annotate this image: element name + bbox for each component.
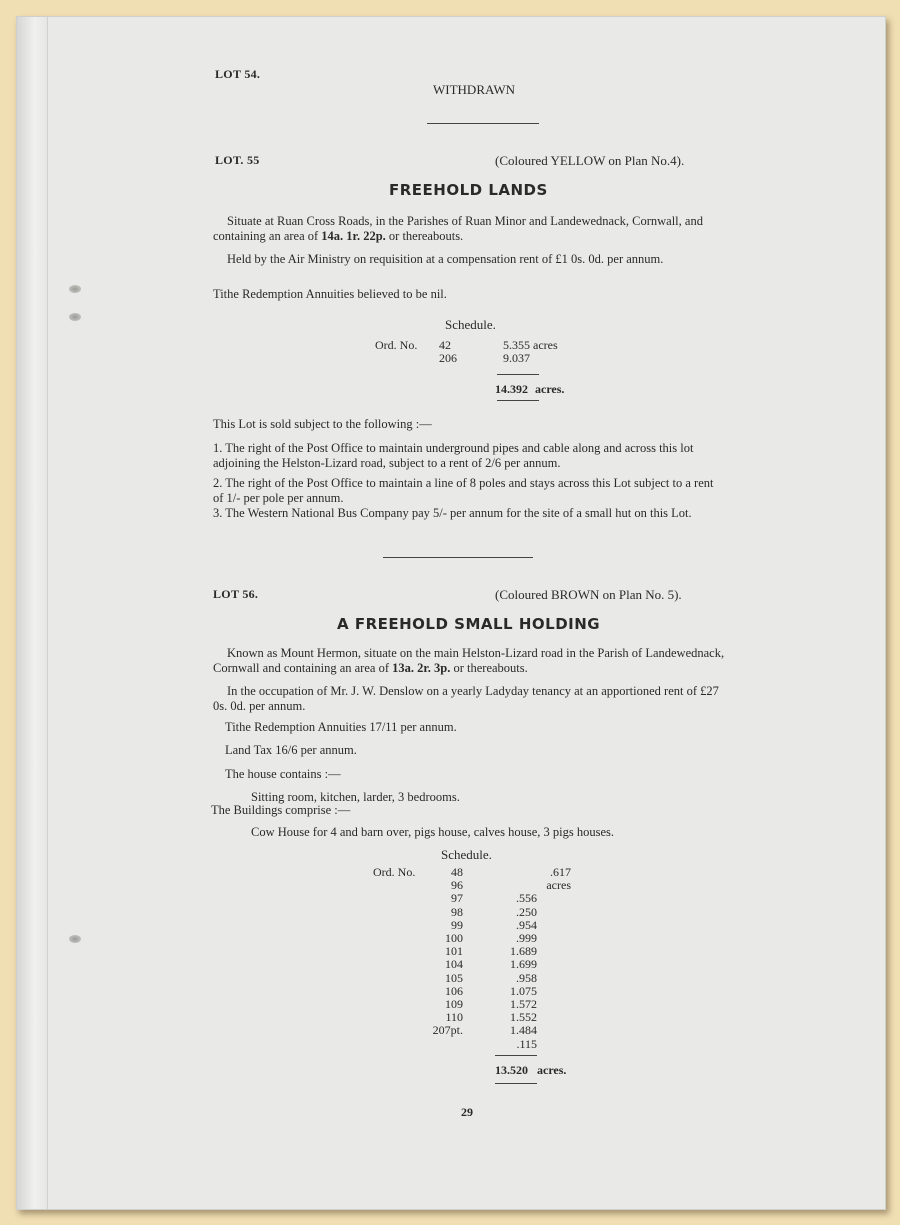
ord-label: Ord. No. — [373, 865, 416, 879]
ord-area: 1.484 — [510, 1023, 537, 1038]
ord-label: Ord. No. — [375, 338, 418, 352]
ord-area: 1.075 — [510, 983, 537, 998]
divider — [427, 123, 539, 124]
lot55-schedule — [375, 339, 595, 369]
lot55-condition-2: 2. The right of the Post Office to maintain a line of 8 poles and stays across this Lot subject to a rent of 1/- per pole per annum. — [213, 476, 714, 505]
lot55-condition-3: 3. The Western National Bus Company pay 5/- per annum for the site of a small hut on this Lot. — [213, 506, 692, 520]
lot55-situation-text: Situate at Ruan Cross Roads, in the Parishes of Ruan Minor and Landewednack, Cornwall, and containing an area of — [213, 214, 703, 243]
lot55-total-unit: acres. — [535, 382, 565, 396]
lot56-buildings-heading: The Buildings comprise :— — [211, 803, 351, 817]
lot55-plan: (Coloured YELLOW on Plan No.4). — [495, 153, 685, 168]
lot56-situation-text: Known as Mount Hermon, situate on the main Helston-Lizard road in the Parish of Landewednack, Cornwall and containing an area of — [213, 646, 725, 675]
ord-number: 109 — [445, 997, 463, 1012]
lot56-total-unit: acres. — [537, 1063, 567, 1077]
lot55-schedule-title: Schedule. — [445, 317, 496, 332]
lot56-total — [495, 1063, 566, 1078]
lot55-area: 14a. 1r. 22p. — [321, 229, 386, 243]
lot55-tithe: Tithe Redemption Annuities believed to be nil. — [213, 287, 447, 301]
ord-area-value: .617 acres — [546, 865, 571, 893]
lot56-area: 13a. 2r. 3p. — [392, 661, 451, 675]
punch-hole — [69, 313, 81, 321]
ord-area — [497, 865, 571, 893]
sum-rule — [495, 1083, 537, 1084]
ord-area: 1.552 — [510, 1010, 537, 1025]
lot55-label: LOT. 55 — [215, 153, 260, 167]
lot56-house-heading: The house contains :— — [225, 767, 341, 781]
sum-rule — [497, 374, 539, 375]
lot55-total — [495, 382, 564, 397]
lot56-house-rooms: Sitting room, kitchen, larder, 3 bedrooms. — [251, 790, 460, 804]
lot55-total-value: 14.392 — [495, 382, 528, 396]
ord-area: .250 — [516, 904, 537, 919]
lot56-title: A FREEHOLD SMALL HOLDING — [337, 615, 601, 633]
ord-area: .999 — [516, 931, 537, 946]
lot55-tenure: Held by the Air Ministry on requisition at a compensation rent of £1 0s. 0d. per annum. — [227, 252, 664, 266]
ord-number: 106 — [445, 983, 463, 998]
ord-number: 110 — [445, 1010, 463, 1025]
ord-area: .115 — [516, 1036, 537, 1051]
ord-number: 100 — [445, 931, 463, 946]
page-spine — [17, 17, 48, 1209]
lot56-situation-end: or thereabouts. — [450, 661, 528, 675]
lot55-condition-1: 1. The right of the Post Office to maintain underground pipes and cable along and across this lot adjoining the Helston-Lizard road, subject to a rent of 2/6 per annum. — [213, 441, 694, 470]
lot56-tithe: Tithe Redemption Annuities 17/11 per annum. — [225, 720, 457, 734]
ord-number: 206 — [439, 351, 457, 365]
ord-number: 105 — [445, 970, 463, 985]
ord-number: 42 — [439, 338, 451, 352]
lot56-plan: (Coloured BROWN on Plan No. 5). — [495, 587, 682, 602]
ord-area: 9.037 — [503, 351, 530, 365]
ord-number: 98 — [451, 904, 463, 919]
lot56-schedule — [373, 865, 613, 1051]
ord-area: 1.572 — [510, 997, 537, 1012]
lot54-status: WITHDRAWN — [433, 82, 515, 97]
ord-number: 207pt. — [432, 1023, 463, 1038]
lot56-situation — [213, 646, 725, 676]
ord-number: 97 — [451, 891, 463, 906]
ord-area-column — [497, 865, 571, 1051]
lot54-label: LOT 54. — [215, 67, 261, 81]
sum-rule — [497, 400, 539, 401]
lot55-situation — [213, 214, 725, 244]
ord-area: 5.355 acres — [503, 338, 558, 352]
lot56-total-value: 13.520 — [495, 1063, 528, 1077]
lot55-situation-end: or thereabouts. — [385, 229, 464, 243]
ord-area: .958 — [516, 970, 537, 985]
document-page — [16, 16, 886, 1210]
ord-area: 1.689 — [510, 944, 537, 959]
page-number: 29 — [461, 1105, 473, 1119]
punch-hole — [69, 935, 81, 943]
ord-number-column — [427, 866, 463, 1038]
divider — [383, 557, 533, 558]
lot56-land-tax: Land Tax 16/6 per annum. — [225, 743, 357, 757]
lot56-buildings: Cow House for 4 and barn over, pigs house, calves house, 3 pigs houses. — [251, 825, 614, 839]
ord-number: 104 — [445, 957, 463, 972]
punch-hole — [69, 285, 81, 293]
sum-rule — [495, 1055, 537, 1056]
lot56-occupation: In the occupation of Mr. J. W. Denslow on a yearly Ladyday tenancy at an apportioned rent of £27 0s. 0d. per annum. — [213, 684, 719, 713]
lot56-schedule-title: Schedule. — [441, 847, 492, 862]
lot55-title: FREEHOLD LANDS — [389, 181, 548, 199]
ord-number: 101 — [445, 944, 463, 959]
ord-number: 99 — [451, 917, 463, 932]
lot55-subject: This Lot is sold subject to the following :— — [213, 417, 432, 431]
ord-area: .556 — [516, 891, 537, 906]
ord-number: 48 — [451, 865, 463, 879]
ord-number: 96 — [451, 878, 463, 893]
ord-area: .954 — [516, 917, 537, 932]
lot56-label: LOT 56. — [213, 587, 259, 601]
ord-area: 1.699 — [510, 957, 537, 972]
